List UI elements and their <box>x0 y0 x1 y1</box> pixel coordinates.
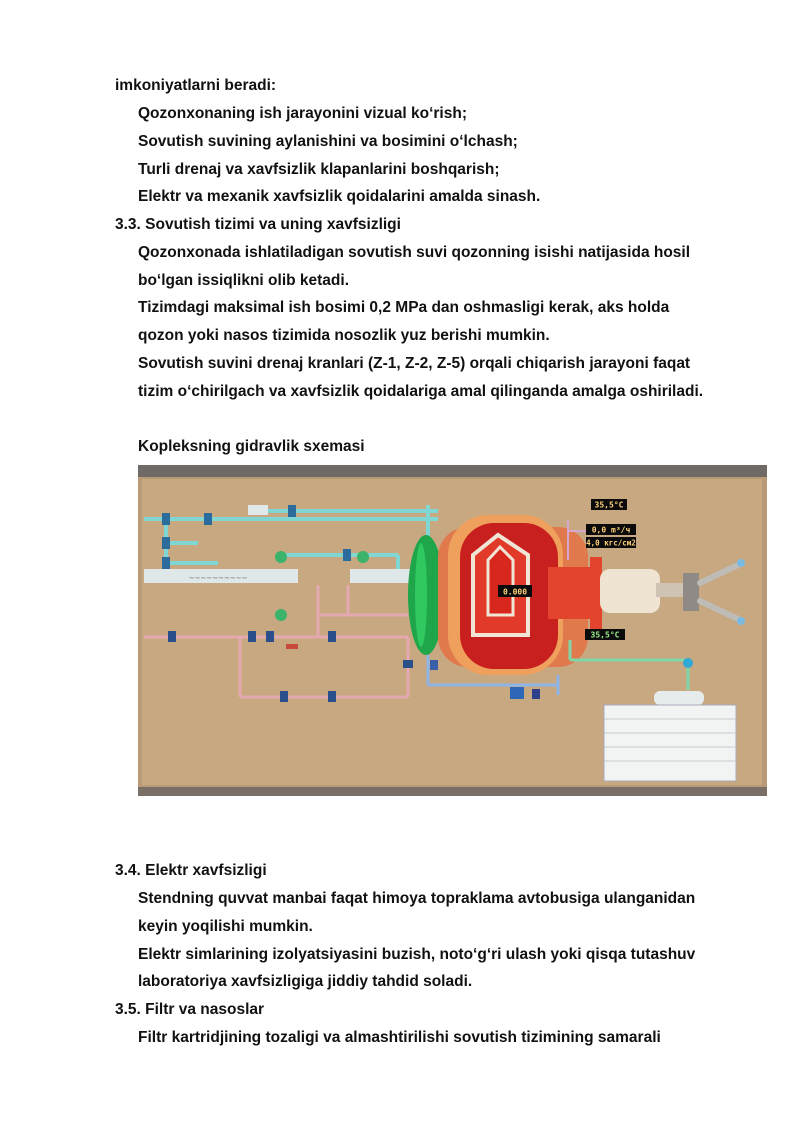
paragraph-line: bo‘lgan issiqlikni olib ketadi. <box>138 272 350 289</box>
intro-line: imkoniyatlarni beradi: <box>115 77 277 94</box>
flow-readout: 0,0 m³/ч <box>591 525 631 535</box>
list-item: Turli drenaj va xavfsizlik klapanlarini boshqarish; <box>138 161 500 178</box>
paragraph-line: tizim o‘chirilgach va xavfsizlik qoidalariga amal qilinganda amalga oshiriladi. <box>138 383 704 400</box>
paragraph-line: Sovutish suvini drenaj kranlari (Z-1, Z-2, Z-5) orqali chiqarish jarayoni faqat <box>138 355 691 372</box>
pressure-readout: 4,0 кгс/см2 <box>586 538 636 548</box>
temp-readout-top: 35,5°C <box>594 500 624 510</box>
paragraph-line: Filtr kartridjining tozaligi va almashtirilishi sovutish tizimining samarali <box>138 1029 661 1046</box>
svg-text:~~~~~~~~~~: ~~~~~~~~~~ <box>188 574 248 582</box>
list-item: Qozonxonaning ish jarayonini vizual ko‘rish; <box>138 105 467 122</box>
paragraph-line: qozon yoki nasos tizimida nosozlik yuz berishi mumkin. <box>138 327 550 344</box>
figure-caption: Kopleksning gidravlik sxemasi <box>138 438 365 455</box>
paragraph-line: Tizimdagi maksimal ish bosimi 0,2 MPa dan oshmasligi kerak, aks holda <box>138 299 670 316</box>
paragraph-line: laboratoriya xavfsizligiga jiddiy tahdid soladi. <box>138 973 473 990</box>
list-item: Sovutish suvining aylanishini va bosimini o‘lchash; <box>138 133 518 150</box>
paragraph-line: keyin yoqilishi mumkin. <box>138 918 313 935</box>
list-item: Elektr va mexanik xavfsizlik qoidalarini amalda sinash. <box>138 188 541 205</box>
paragraph-line: Qozonxonada ishlatiladigan sovutish suvi qozonning isishi natijasida hosil <box>138 244 691 261</box>
paragraph-line: Stendning quvvat manbai faqat himoya topraklama avtobusiga ulanganidan <box>138 890 696 907</box>
section-heading-3-5: 3.5. Filtr va nasoslar <box>115 1001 265 1018</box>
section-heading-3-3: 3.3. Sovutish tizimi va uning xavfsizligi <box>115 216 401 233</box>
section-heading-3-4: 3.4. Elektr xavfsizligi <box>115 862 267 879</box>
hydraulic-scheme-image <box>138 465 767 796</box>
center-readout: 0.000 <box>502 587 528 597</box>
paragraph-line: Elektr simlarining izolyatsiyasini buzish, noto‘g‘ri ulash yoki qisqa tutashuv <box>138 946 696 963</box>
temp-readout-bottom: 35,5°C <box>590 630 620 640</box>
